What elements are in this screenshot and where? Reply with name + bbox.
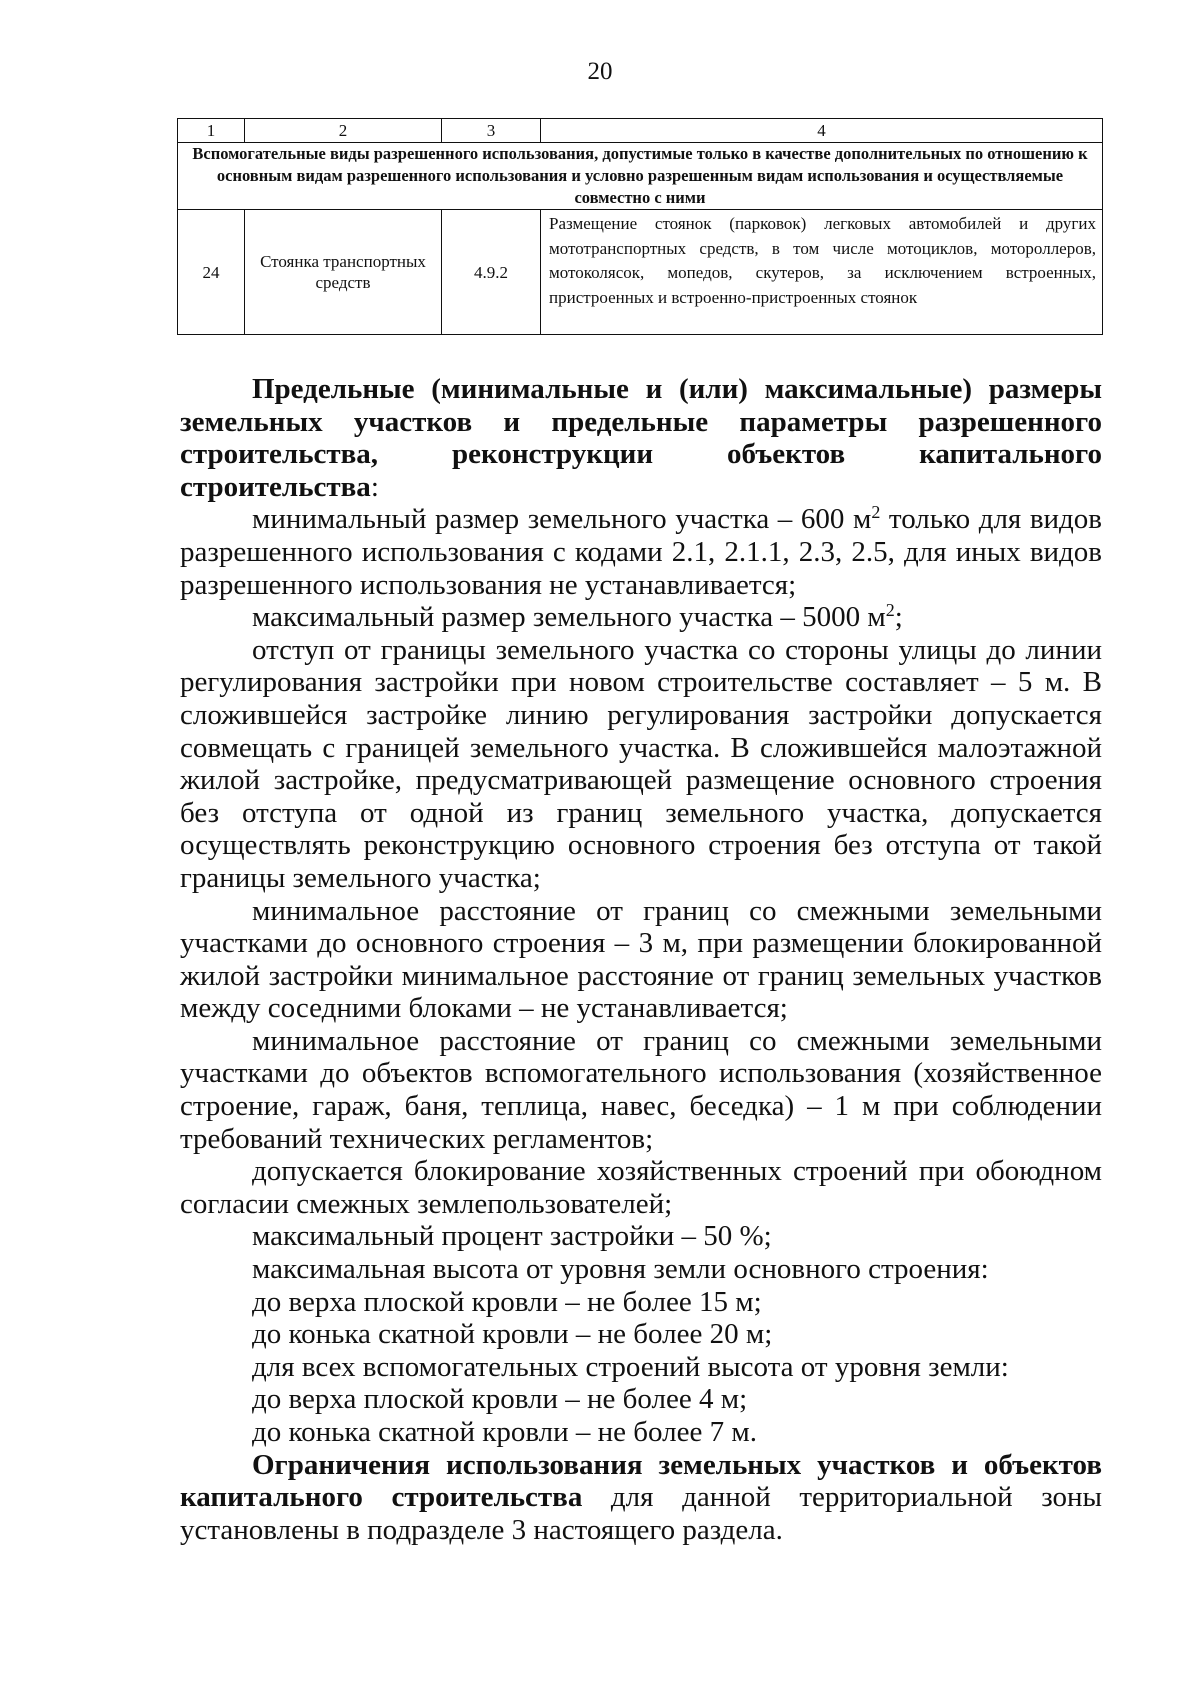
paragraph-setback: отступ от границы земельного участка со стороны улицы до линии регулирования застройки при новом строительстве составляет – 5 м. В сложившейся застройке линию регулирования застройки допускается совмещать с границей земельного участка. В сложившейся малоэтажной жилой застройке, предусматривающей размещение основного строения без отступа от одной из границ земельного участка, допускается осуществлять реконструкцию основного строения без отступа от такой границы земельного участка; — [180, 633, 1102, 894]
table-section-row — [178, 143, 1103, 210]
superscript: 2 — [871, 502, 881, 523]
permitted-use-table — [177, 118, 1103, 335]
paragraph-min-plot-size — [180, 503, 1102, 601]
page-number: 20 — [587, 58, 613, 85]
paragraph-min-distance-main: минимальное расстояние от границ со смежными земельными участками до основного строения – 3 м, при размещении блокированной жилой застройки минимальное расстояние от границ земельных участков между соседними блоками – не устанавливается; — [180, 894, 1102, 1025]
restrictions-heading: Ограничения использования земельных участков и объектов капитального строительства — [180, 1448, 1102, 1514]
section-heading — [180, 373, 1102, 503]
table-column-numbers-row — [178, 119, 1103, 143]
table-section-heading: Вспомогательные виды разрешенного использования, допустимые только в качестве дополнительных по отношению к основным видам разрешенного использования и условно разрешенным видам использования и осуществляемые совместно с ними — [178, 143, 1103, 210]
paragraph-text: ; — [894, 601, 903, 634]
column-number: 1 — [178, 119, 245, 143]
paragraph-text: для данной территориальной зоны установлены в подразделе 3 настоящего раздела. — [180, 1481, 1102, 1546]
paragraph-restrictions — [180, 1449, 1102, 1547]
paragraph-blocking: допускается блокирование хозяйственных строений при обоюдном согласии смежных землепользователей; — [180, 1155, 1102, 1220]
paragraph-text: только для видов разрешенного использования с кодами 2.1, 2.1.1, 2.3, 2.5, для иных видов разрешенного использования не устанавливается; — [180, 503, 1103, 601]
regulations-text — [180, 373, 1102, 1546]
paragraph-flat-roof-aux: до верха плоской кровли – не более 4 м; — [252, 1383, 748, 1416]
use-code-cell: 4.9.2 — [442, 210, 541, 335]
paragraph-pitched-roof-aux: до конька скатной кровли – не более 7 м. — [252, 1416, 757, 1448]
table-row — [178, 210, 1103, 335]
paragraph-text: максимальный размер земельного участка – 5000 м — [252, 601, 886, 634]
column-number: 2 — [245, 119, 442, 143]
use-description-cell: Размещение стоянок (парковок) легковых автомобилей и других мототранспортных средств, в том числе мотоциклов, мотороллеров, мотоколясок, мопедов, скутеров, за исключением встроенных, пристроенных и встроенно-пристроенных стоянок — [541, 210, 1103, 335]
paragraph-max-coverage: максимальный процент застройки – 50 %; — [252, 1220, 772, 1253]
column-number: 3 — [442, 119, 541, 143]
row-number-cell: 24 — [178, 210, 245, 335]
use-name-cell: Стоянка транспортных средств — [245, 210, 442, 335]
paragraph-max-height-main: максимальная высота от уровня земли основного строения: — [252, 1253, 989, 1286]
paragraph-flat-roof-main: до верха плоской кровли – не более 15 м; — [252, 1285, 762, 1318]
superscript: 2 — [885, 600, 895, 621]
section-heading-colon: : — [370, 470, 379, 503]
section-heading-text: Предельные (минимальные и (или) максимальные) размеры земельных участков и предельные параметры разрешенного строительства, реконструкции объектов капитального строительства — [180, 373, 1102, 503]
paragraph-text: минимальный размер земельного участка – 600 м — [252, 503, 872, 536]
paragraph-aux-height: для всех вспомогательных строений высота от уровня земли: — [252, 1350, 1009, 1383]
paragraph-min-distance-auxiliary: минимальное расстояние от границ со смежными земельными участками до объектов вспомогательного использования (хозяйственное строение, гараж, баня, теплица, навес, беседка) – 1 м при соблюдении требований технических регламентов; — [180, 1024, 1102, 1155]
column-number: 4 — [541, 119, 1103, 143]
paragraph-pitched-roof-main: до конька скатной кровли – не более 20 м; — [252, 1318, 773, 1351]
paragraph-max-plot-size — [180, 601, 1102, 634]
